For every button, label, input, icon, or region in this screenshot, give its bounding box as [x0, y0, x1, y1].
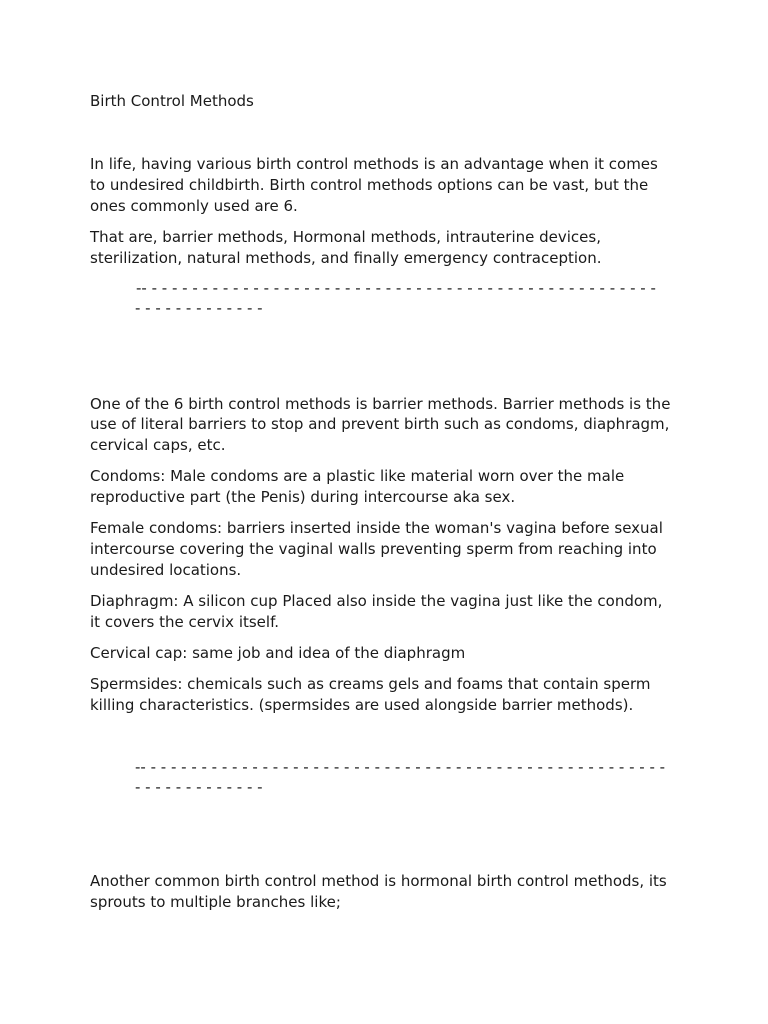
female-condoms-line-2: intercourse covering the vaginal walls preventing sperm from reaching into [90, 540, 657, 558]
diaphragm-line-2: it covers the cervix itself. [90, 613, 280, 631]
intro-paragraph-1-line-1: In life, having various birth control methods is an advantage when it comes [90, 155, 658, 173]
document-title: Birth Control Methods [90, 92, 254, 110]
female-condoms-line-3: undesired locations. [90, 561, 242, 579]
intro-paragraph-2-line-2: sterilization, natural methods, and finally emergency contraception. [90, 249, 602, 267]
condoms-line-2: reproductive part (the Penis) during intercourse aka sex. [90, 488, 516, 506]
intro-paragraph-2-line-1: That are, barrier methods, Hormonal methods, intrauterine devices, [90, 228, 601, 246]
separator-2-line-2: - - - - - - - - - - - - - [135, 778, 263, 796]
spermsides-line-2: killing characteristics. (spermsides are used alongside barrier methods). [90, 696, 634, 714]
intro-paragraph-1-line-2: to undesired childbirth. Birth control methods options can be vast, but the [90, 176, 649, 194]
separator-1-line-1: -- - - - - - - - - - - - - - - - - - - - - - - - - - - - - - - - - - - - - - - - - - - - - - - - - - - [136, 279, 656, 297]
female-condoms-line-1: Female condoms: barriers inserted inside the woman's vagina before sexual [90, 519, 663, 537]
condoms-line-1: Condoms: Male condoms are a plastic like material worn over the male [90, 467, 625, 485]
spermsides-line-1: Spermsides: chemicals such as creams gels and foams that contain sperm [90, 675, 651, 693]
cervical-cap-line-1: Cervical cap: same job and idea of the diaphragm [90, 644, 466, 662]
barrier-intro-line-2: use of literal barriers to stop and prevent birth such as condoms, diaphragm, [90, 415, 670, 433]
barrier-intro-line-1: One of the 6 birth control methods is barrier methods. Barrier methods is the [90, 395, 671, 413]
diaphragm-line-1: Diaphragm: A silicon cup Placed also inside the vagina just like the condom, [90, 592, 663, 610]
hormonal-intro-line-2: sprouts to multiple branches like; [90, 893, 341, 911]
separator-1-line-2: - - - - - - - - - - - - - [135, 299, 263, 317]
intro-paragraph-1-line-3: ones commonly used are 6. [90, 197, 298, 215]
hormonal-intro-line-1: Another common birth control method is hormonal birth control methods, its [90, 872, 667, 890]
barrier-intro-line-3: cervical caps, etc. [90, 436, 226, 454]
separator-2-line-1: -- - - - - - - - - - - - - - - - - - - - - - - - - - - - - - - - - - - - - - - - - - - - - - - - - - - - [135, 758, 666, 776]
